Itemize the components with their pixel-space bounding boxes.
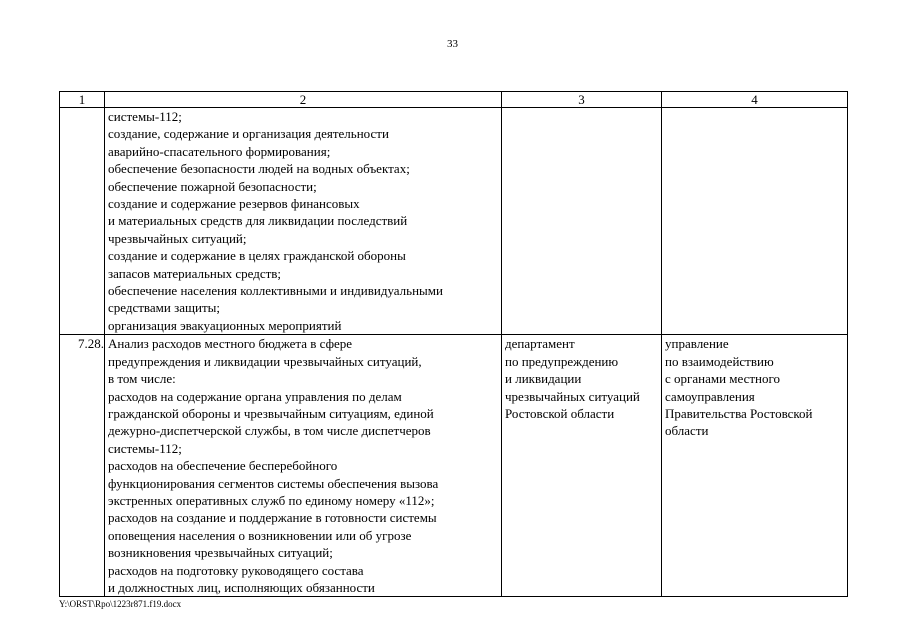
coexecutor-line: с органами местного bbox=[665, 371, 781, 387]
table-header-row bbox=[60, 92, 848, 108]
description-line: предупреждения и ликвидации чрезвычайных ситуаций, bbox=[108, 353, 422, 369]
description-line: системы-112; bbox=[108, 109, 182, 124]
column-header: 4 bbox=[662, 92, 848, 108]
description-line: чрезвычайных ситуаций; bbox=[108, 230, 247, 246]
description-line: экстренных оперативных служб по единому номеру «112»; bbox=[108, 492, 435, 508]
table-row-7-28 bbox=[60, 335, 848, 597]
description-line: создание и содержание в целях гражданской обороны bbox=[108, 248, 406, 264]
description-line: и материальных средств для ликвидации последствий bbox=[108, 213, 408, 229]
coexecutor-cell bbox=[662, 335, 848, 597]
description-line: расходов на обеспечение бесперебойного bbox=[108, 458, 338, 474]
description-cell bbox=[105, 108, 502, 335]
coexecutor-line: по взаимодействию bbox=[665, 353, 774, 369]
description-line: аварийно-спасательного формирования; bbox=[108, 143, 331, 159]
responsible-cell bbox=[502, 335, 662, 597]
description-line: возникновения чрезвычайных ситуаций; bbox=[108, 545, 333, 561]
responsible-line: чрезвычайных ситуаций bbox=[505, 388, 640, 404]
column-header: 1 bbox=[60, 92, 105, 108]
column-header: 3 bbox=[502, 92, 662, 108]
description-line: расходов на подготовку руководящего состава bbox=[108, 562, 364, 578]
description-line: Анализ расходов местного бюджета в сфере bbox=[108, 336, 353, 352]
responsible-line: и ликвидации bbox=[505, 371, 582, 387]
description-line: создание, содержание и организация деятельности bbox=[108, 126, 389, 142]
description-line: системы-112; bbox=[108, 440, 182, 456]
description-cell bbox=[105, 335, 502, 597]
responsible-cell bbox=[502, 108, 662, 335]
responsible-line: Ростовской области bbox=[505, 405, 615, 421]
file-path-footer: Y:\ORST\Rpo\1223r871.f19.docx bbox=[59, 599, 182, 609]
description-line: дежурно-диспетчерской службы, в том числе диспетчеров bbox=[108, 423, 431, 439]
row-number-cell bbox=[60, 108, 105, 335]
description-line: функционирования сегментов системы обеспечения вызова bbox=[108, 475, 439, 491]
description-line: организация эвакуационных мероприятий bbox=[108, 317, 342, 333]
description-line: расходов на создание и поддержание в готовности системы bbox=[108, 510, 437, 526]
coexecutor-line: области bbox=[665, 423, 709, 439]
description-line: создание и содержание резервов финансовых bbox=[108, 196, 360, 212]
description-line: в том числе: bbox=[108, 371, 176, 387]
description-line: обеспечение пожарной безопасности; bbox=[108, 178, 317, 194]
description-line: расходов на содержание органа управления по делам bbox=[108, 388, 402, 404]
responsible-line: департамент bbox=[505, 336, 575, 352]
description-line: средствами защиты; bbox=[108, 300, 221, 316]
page-number: 33 bbox=[447, 38, 458, 50]
row-number-cell: 7.28. bbox=[60, 335, 105, 597]
description-line: запасов материальных средств; bbox=[108, 265, 282, 281]
description-line: гражданской обороны и чрезвычайным ситуациям, единой bbox=[108, 405, 434, 421]
coexecutor-cell bbox=[662, 108, 848, 335]
table-row-continuation bbox=[60, 108, 848, 335]
plan-table bbox=[59, 91, 848, 597]
description-line: обеспечение безопасности людей на водных объектах; bbox=[108, 161, 410, 177]
column-header: 2 bbox=[105, 92, 502, 108]
description-line: оповещения населения о возникновении или об угрозе bbox=[108, 527, 412, 543]
coexecutor-line: управление bbox=[665, 336, 729, 352]
description-line: обеспечение населения коллективными и индивидуальными bbox=[108, 283, 443, 299]
responsible-line: по предупреждению bbox=[505, 353, 619, 369]
coexecutor-line: Правительства Ростовской bbox=[665, 405, 813, 421]
description-line: и должностных лиц, исполняющих обязанности bbox=[108, 579, 375, 595]
coexecutor-line: самоуправления bbox=[665, 388, 755, 404]
